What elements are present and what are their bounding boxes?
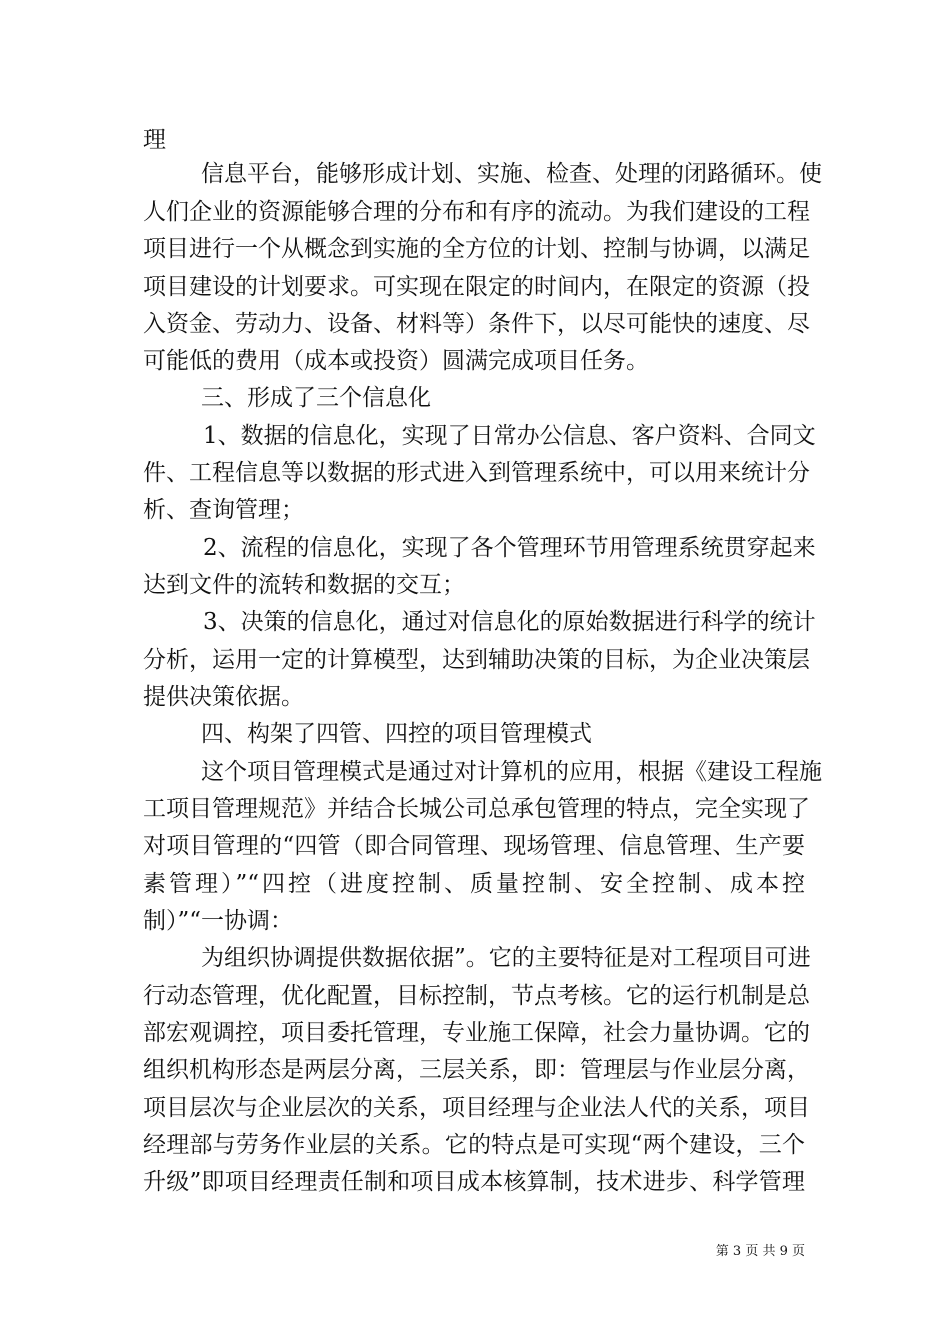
text-line: 达到文件的流转和数据的交互；: [143, 572, 465, 598]
text-line: 升级”即项目经理责任制和项目成本核算制，技术进步、科学管理: [143, 1169, 805, 1195]
text-line: 部宏观调控，项目委托管理，专业施工保障，社会力量协调。它的: [143, 1020, 810, 1046]
text-line: 经理部与劳务作业层的关系。它的特点是可实现“两个建设，三个: [143, 1132, 805, 1158]
text-line: 3、决策的信息化，通过对信息化的原始数据进行科学的统计: [203, 609, 816, 635]
text-line: 制）”“一协调：: [143, 908, 294, 934]
text-line: 1、数据的信息化，实现了日常办公信息、客户资料、合同文: [203, 423, 816, 449]
section-heading: 四、构架了四管、四控的项目管理模式: [201, 721, 592, 747]
text-line: 组织机构形态是两层分离，三层关系，即：管理层与作业层分离，: [143, 1057, 810, 1083]
text-line: 可能低的费用（成本或投资）圆满完成项目任务。: [143, 348, 649, 374]
text-line: 件、工程信息等以数据的形式进入到管理系统中，可以用来统计分: [143, 460, 810, 486]
text-line: 项目进行一个从概念到实施的全方位的计划、控制与协调，以满足: [143, 236, 810, 262]
text-line: 项目建设的计划要求。可实现在限定的时间内，在限定的资源（投: [143, 274, 810, 300]
text-line: 对项目管理的“四管（即合同管理、现场管理、信息管理、生产要: [143, 833, 805, 859]
text-line: 2、流程的信息化，实现了各个管理环节用管理系统贯穿起来: [203, 535, 816, 561]
section-heading: 三、形成了三个信息化: [201, 385, 431, 411]
text-line: 提供决策依据。: [143, 684, 304, 710]
text-line: 析、查询管理；: [143, 497, 304, 523]
page-footer: 第 3 页 共 9 页: [715, 1244, 805, 1259]
text-line: 素管理）”“四控（进度控制、质量控制、安全控制、成本控: [143, 871, 805, 897]
text-line: 入资金、劳动力、设备、材料等）条件下，以尽可能快的速度、尽: [143, 311, 810, 337]
text-line: 项目层次与企业层次的关系，项目经理与企业法人代的关系，项目: [143, 1095, 810, 1121]
text-line: 这个项目管理模式是通过对计算机的应用，根据《建设工程施: [201, 759, 822, 785]
text-line: 理: [143, 127, 166, 153]
text-line: 分析，运用一定的计算模型，达到辅助决策的目标，为企业决策层: [143, 647, 810, 673]
text-line: 行动态管理，优化配置，目标控制，节点考核。它的运行机制是总: [143, 983, 810, 1009]
text-line: 为组织协调提供数据依据”。它的主要特征是对工程项目可进: [201, 945, 811, 971]
text-line: 信息平台，能够形成计划、实施、检查、处理的闭路循环。使: [201, 161, 822, 187]
text-line: 工项目管理规范》并结合长城公司总承包管理的特点，完全实现了: [143, 796, 810, 822]
text-line: 人们企业的资源能够合理的分布和有序的流动。为我们建设的工程: [143, 199, 810, 225]
